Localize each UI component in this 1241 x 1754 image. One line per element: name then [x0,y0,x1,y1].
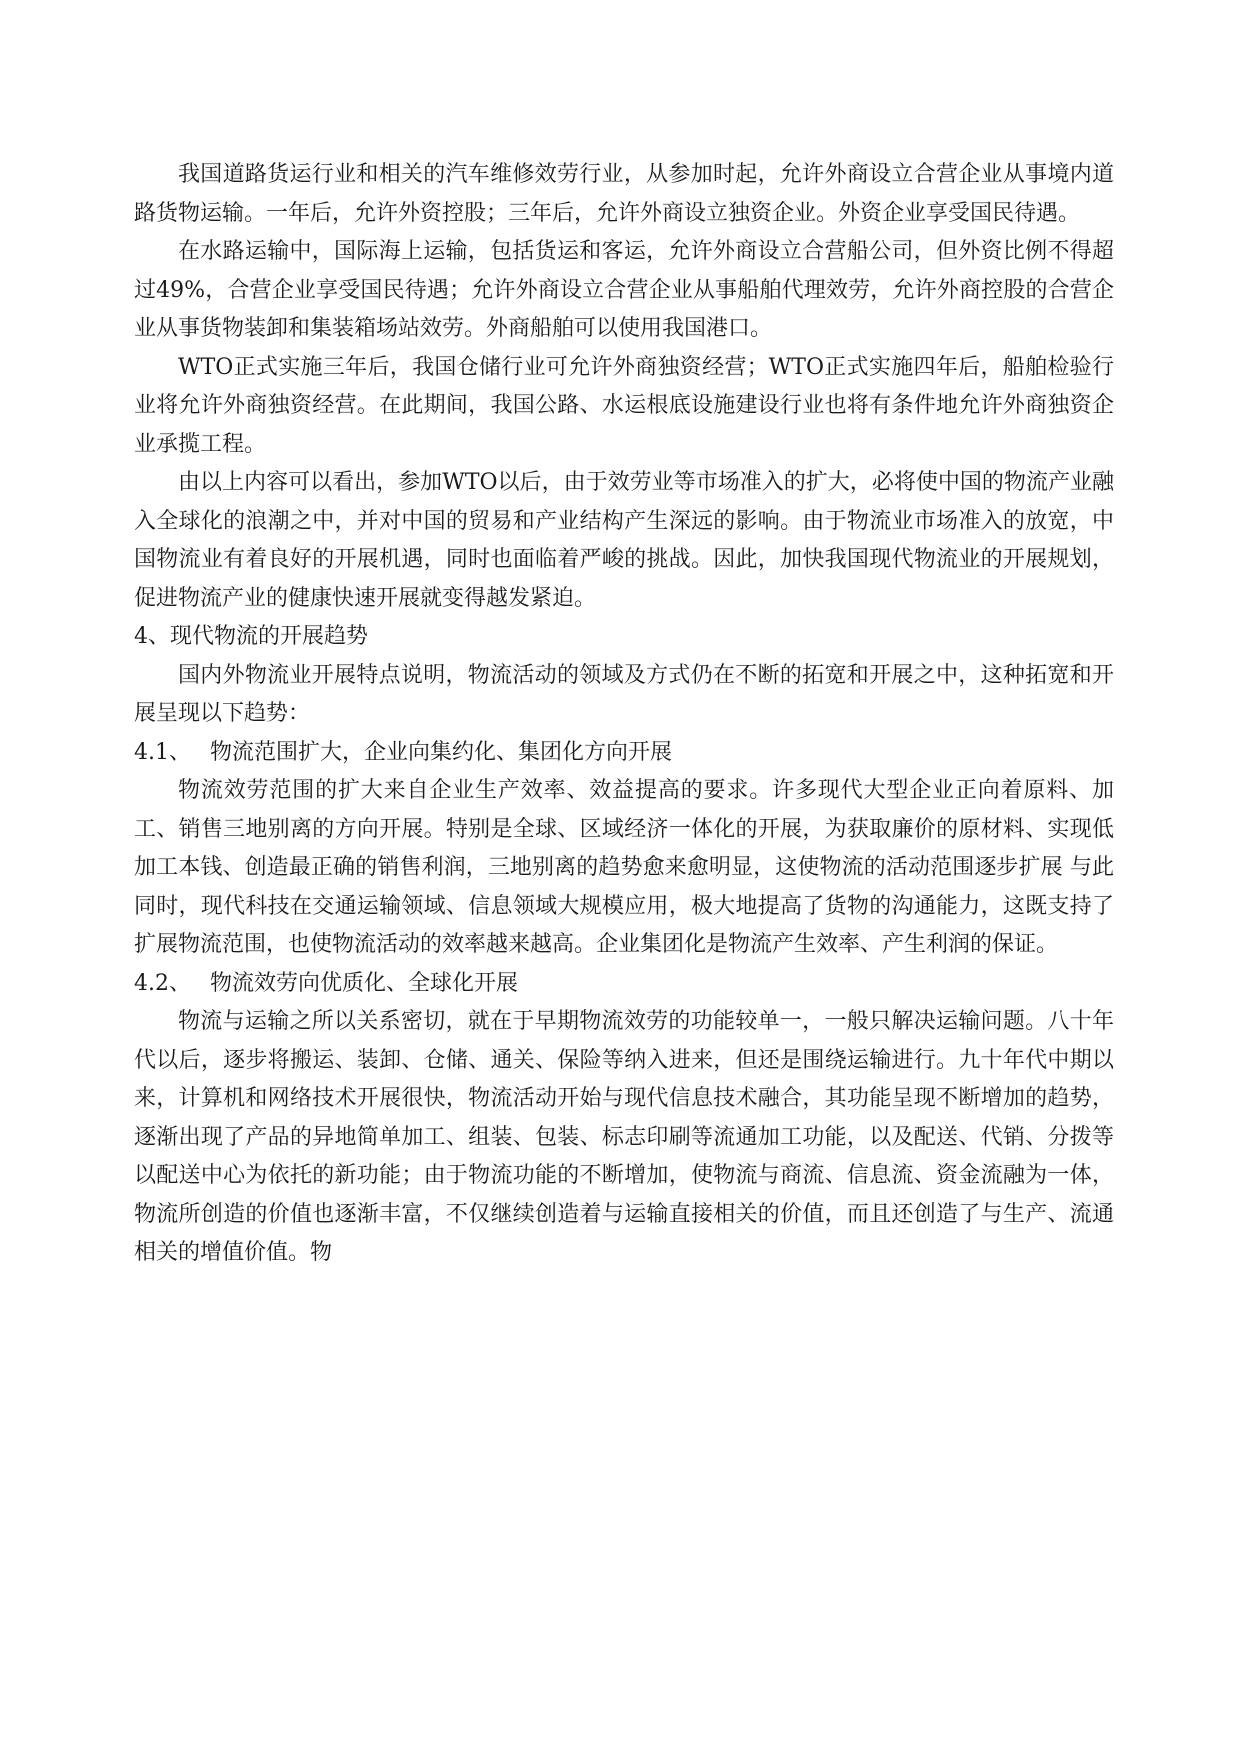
paragraph-warehousing: WTO正式实施三年后，我国仓储行业可允许外商独资经营；WTO正式实施四年后，船舶检验行业将允许外商独资经营。在此期间，我国公路、水运根底设施建设行业也将有条件地允许外商独资企业承揽工程。 [134,354,1114,457]
document-page [134,156,1114,1273]
paragraph-road-freight: 我国道路货运行业和相关的汽车维修效劳行业，从参加时起，允许外商设立合营企业从事境内道路货物运输。一年后，允许外资控股；三年后，允许外商设立独资企业。外资企业享受国民待遇。 [134,162,1114,226]
section-number: 4.2、 [134,970,191,996]
paragraph-scope-expansion: 物流效劳范围的扩大来自企业生产效率、效益提高的要求。许多现代大型企业正向着原料、加工、销售三地别离的方向开展。特别是全球、区域经济一体化的开展，为获取廉价的原材料、实现低加工本钱、创造最正确的销售利润，三地别离的趋势愈来愈明显，这使物流的活动范围逐步扩展 与此同时，现代科技在交通运输领域、信息领域大规模应用，极大地提高了货物的沟通能力，这既支持了扩展物流范围，也使物流活动的效率越来越高。企业集团化是物流产生效率、产生利润的保证。 [134,778,1114,957]
paragraph-service-quality: 物流与运输之所以关系密切，就在于早期物流效劳的功能较单一，一般只解决运输问题。八十年代以后，逐步将搬运、装卸、仓储、通关、保险等纳入进来，但还是围绕运输进行。九十年代中期以来，计算机和网络技术开展很快，物流活动开始与现代信息技术融合，其功能呈现不断增加的趋势，逐渐出现了产品的异地简单加工、组装、包装、标志印刷等流通加工功能，以及配送、代销、分拨等以配送中心为依托的新功能；由于物流功能的不断增加，使物流与商流、信息流、资金流融为一体，物流所创造的价值也逐渐丰富，不仅继续创造着与运输直接相关的价值，而且还创造了与生产、流通相关的增值价值。物 [134,1009,1114,1265]
section-heading-4: 4、现代物流的开展趋势 [134,624,368,649]
paragraph-wto-impact: 由以上内容可以看出，参加WTO以后，由于效劳业等市场准入的扩大，必将使中国的物流产业融入全球化的浪潮之中，并对中国的贸易和产业结构产生深远的影响。由于物流业市场准入的放宽，中国物流业有着良好的开展机遇，同时也面临着严峻的挑战。因此，加快我国现代物流业的开展规划，促进物流产业的健康快速开展就变得越发紧迫。 [134,470,1114,611]
section-number: 4.1、 [134,739,191,765]
section-heading-4-2 [134,965,1114,1004]
paragraph-trends-intro: 国内外物流业开展特点说明，物流活动的领域及方式仍在不断的拓宽和开展之中，这种拓宽和开展呈现以下趋势： [134,662,1114,726]
section-title: 物流范围扩大，企业向集约化、集团化方向开展 [210,739,673,765]
section-heading-4-1 [134,734,1114,773]
section-title: 物流效劳向优质化、全球化开展 [210,970,519,996]
paragraph-water-transport: 在水路运输中，国际海上运输，包括货运和客运，允许外商设立合营船公司，但外资比例不得超过49%，合营企业享受国民待遇；允许外商设立合营企业从事船舶代理效劳，允许外商控股的合营企业从事货物装卸和集装箱场站效劳。外商船舶可以使用我国港口。 [134,239,1114,341]
